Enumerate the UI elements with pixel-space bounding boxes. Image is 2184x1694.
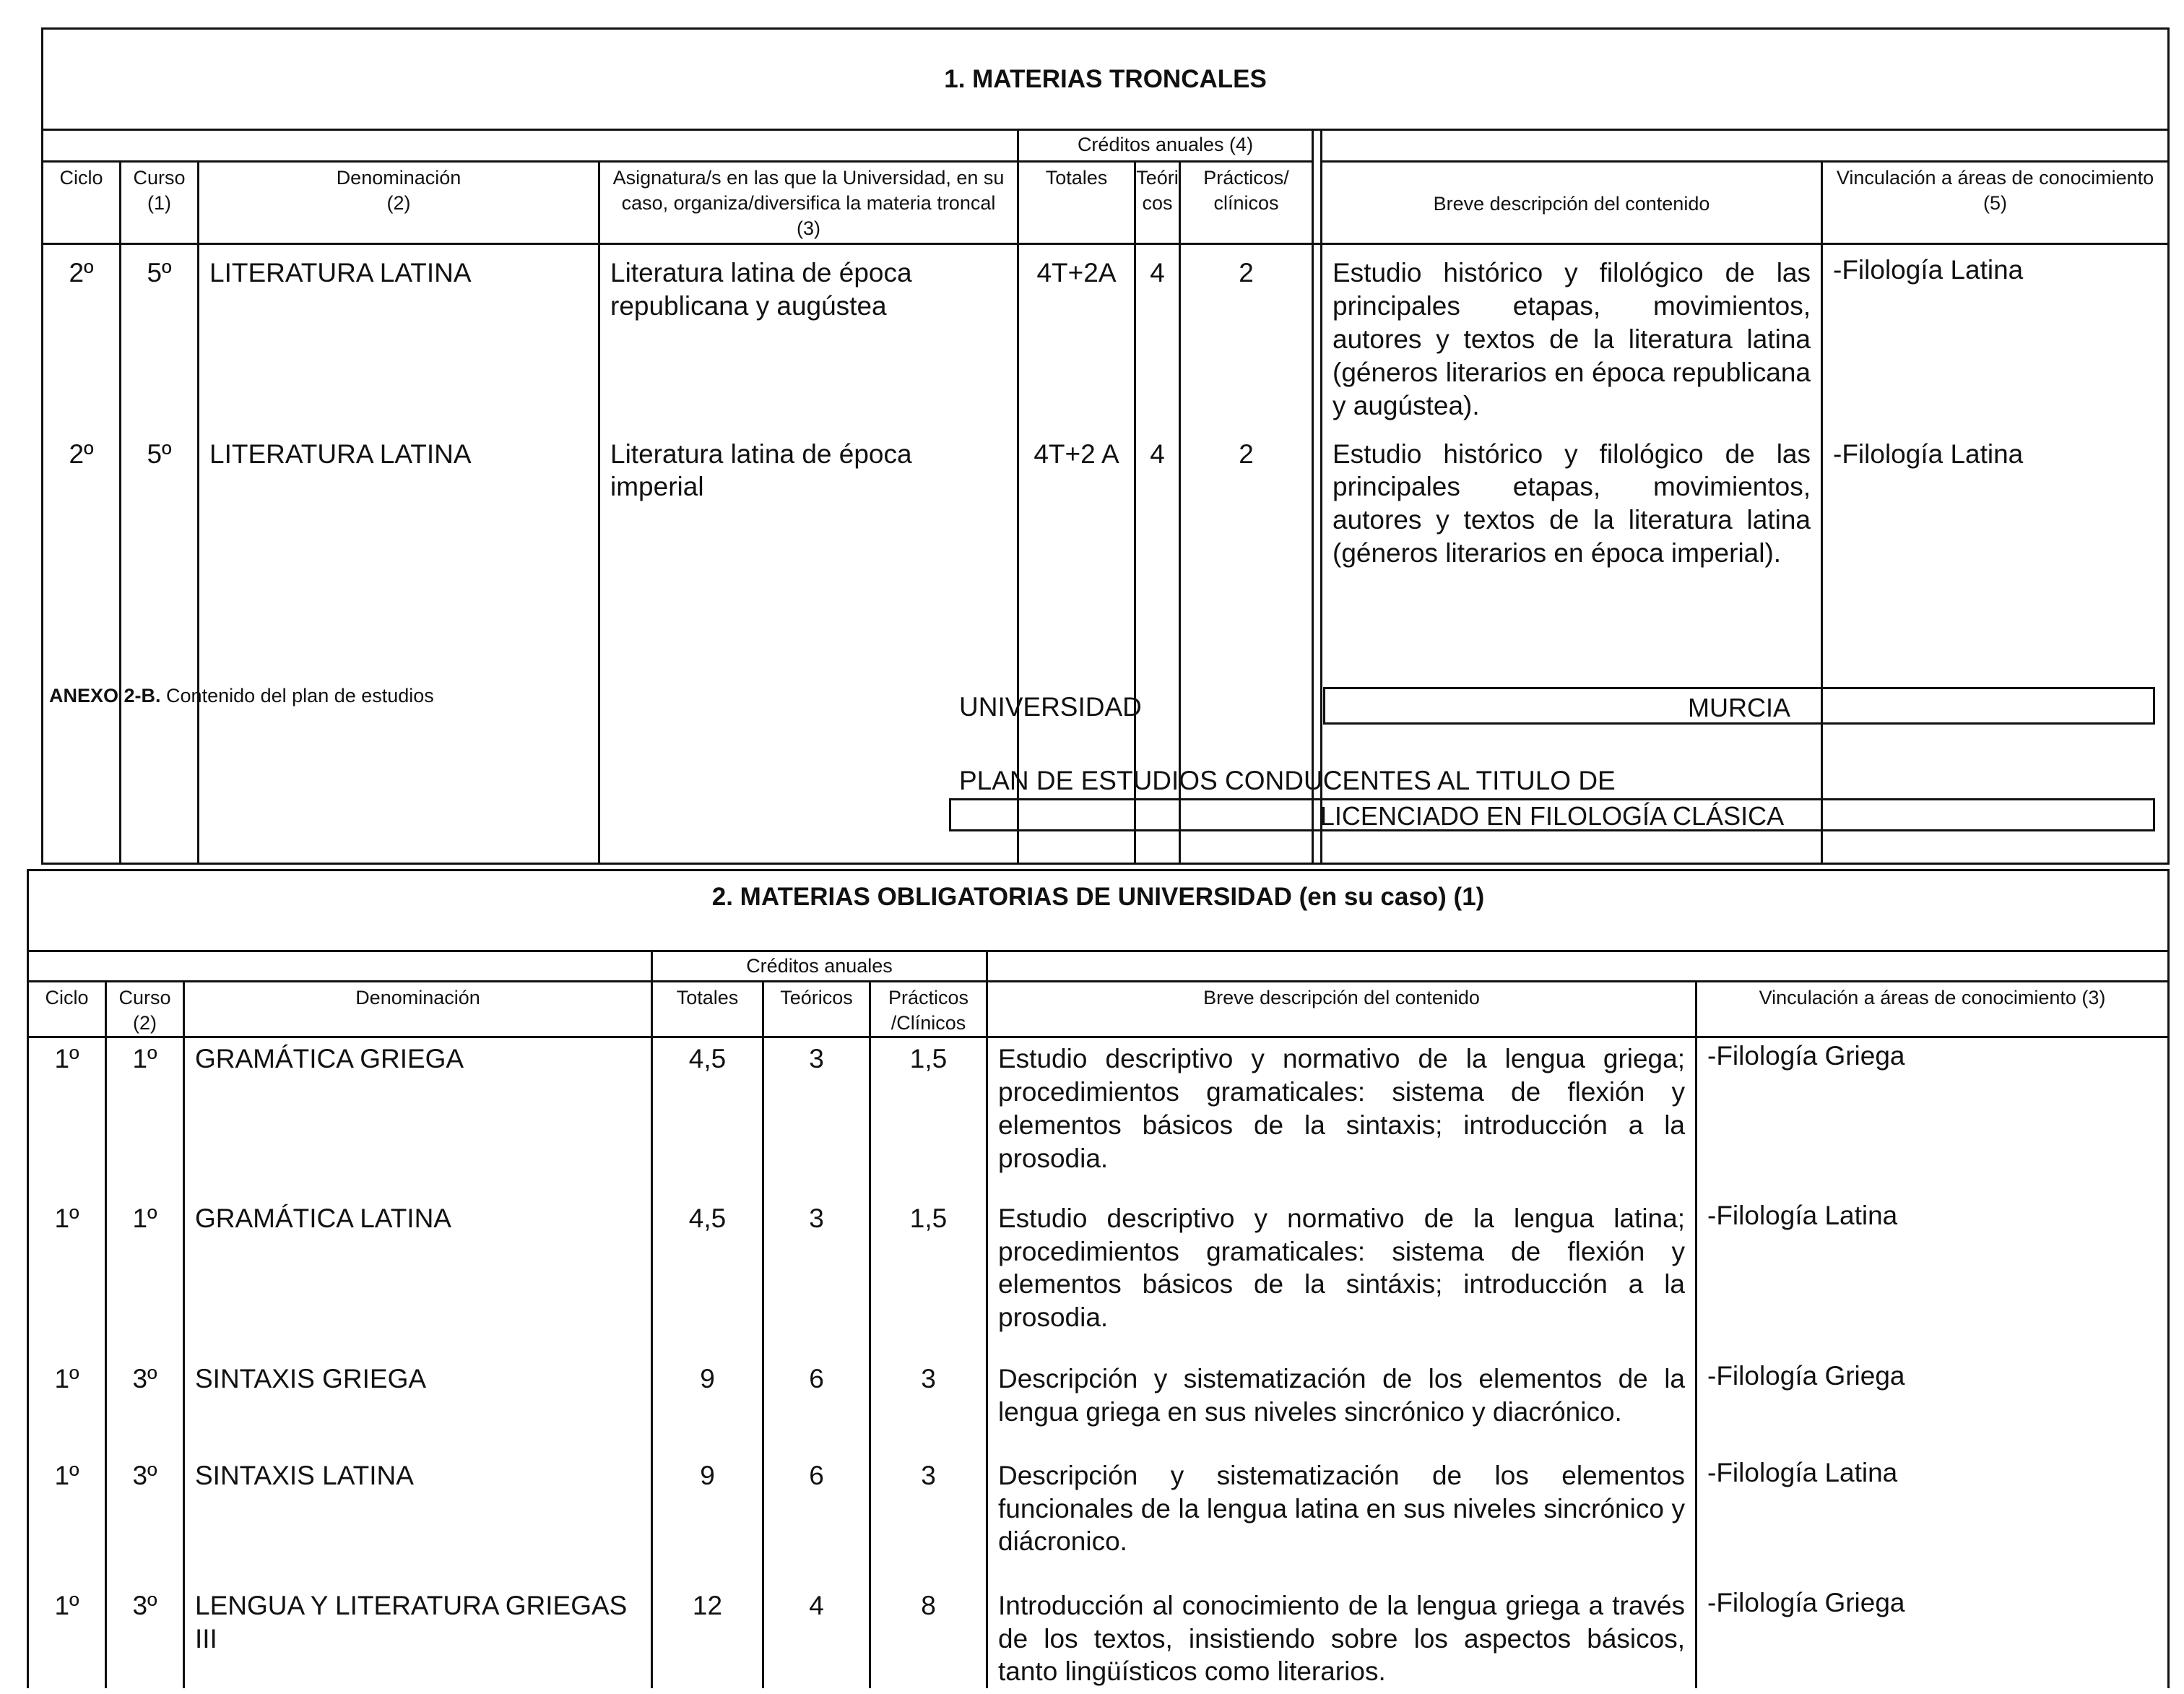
cell-descripcion: Descripción y sistematización de los elementos funcionales de la lengua latina en sus niveles sincrónico y diácronico. — [987, 1455, 1696, 1585]
universidad-label: UNIVERSIDAD — [959, 692, 1142, 722]
cell-vinculacion: -Filología Griega — [1696, 1585, 2169, 1689]
col-header-curso — [106, 982, 184, 1037]
col-header-vinculacion-text: Vinculación a áreas de conocimiento (5) — [1836, 167, 2154, 215]
cell-curso: 1º — [106, 1198, 184, 1358]
col-header-curso-text: Curso (2) — [118, 987, 171, 1034]
section-title — [43, 29, 2169, 130]
cell-denominacion: LITERATURA LATINA — [199, 244, 599, 438]
col-header-totales — [652, 982, 763, 1037]
cell-curso: 1º — [106, 1037, 184, 1198]
cell-ciclo: 1º — [28, 1585, 106, 1689]
header-spacer — [28, 951, 652, 982]
col-header-practicos-text: Prácticos/ clínicos — [1203, 167, 1289, 215]
col-header-denominacion-text: Denominación — [355, 987, 480, 1008]
col-header-denominacion — [184, 982, 652, 1037]
cell-practicos: 2 — [1180, 438, 1313, 864]
cell-denominacion: SINTAXIS GRIEGA — [184, 1358, 652, 1455]
cell-teoricos: 6 — [763, 1455, 870, 1585]
header-spacer-right — [987, 951, 2169, 982]
table-row — [28, 1455, 2169, 1585]
annex-label-bold: ANEXO 2-B. — [49, 685, 161, 706]
cell-descripcion: Estudio descriptivo y normativo de la lengua griega; procedimientos gramaticales: sistema de flexión y elementos básicos de la sintaxis; introducción a la prosodia. — [987, 1037, 1696, 1198]
cell-totales: 4T+2 A — [1018, 438, 1135, 864]
table-row — [28, 1037, 2169, 1198]
col-header-asignatura-text: Asignatura/s en las que la Universidad, en su caso, organiza/diversifica la materia troncal (3) — [612, 167, 1005, 240]
cell-practicos: 3 — [870, 1358, 987, 1455]
cell-totales: 4,5 — [652, 1037, 763, 1198]
cell-curso: 3º — [106, 1358, 184, 1455]
cell-totales: 4,5 — [652, 1198, 763, 1358]
cell-ciclo: 1º — [28, 1455, 106, 1585]
col-header-denominacion — [199, 162, 599, 244]
col-header-denominacion-text: Denominación (2) — [336, 167, 462, 215]
col-header-descripcion — [987, 982, 1696, 1037]
cell-teoricos: 3 — [763, 1037, 870, 1198]
header-spacer-right — [1322, 130, 2169, 162]
cell-denominacion: GRAMÁTICA GRIEGA — [184, 1037, 652, 1198]
cell-curso: 5º — [121, 438, 199, 864]
credits-header: Créditos anuales (4) — [1018, 130, 1313, 162]
universidad-value-box — [1323, 687, 2155, 725]
table-row — [28, 1358, 2169, 1455]
col-header-ciclo — [43, 162, 121, 244]
annex-label — [49, 685, 434, 707]
cell-descripcion: Estudio descriptivo y normativo de la lengua latina; procedimientos gramaticales: sistema de flexión y elementos básicos de la sintáxis; introducción a la prosodia. — [987, 1198, 1696, 1358]
col-header-ciclo-text: Ciclo — [59, 167, 103, 189]
cell-descripcion: Estudio histórico y filológico de las principales etapas, movimientos, autores y textos de la literatura latina (géneros literarios en época imperial). — [1322, 438, 1822, 864]
col-header-curso — [121, 162, 199, 244]
obligatorias-table — [27, 869, 2170, 1688]
col-header-totales — [1018, 162, 1135, 244]
cell-totales: 12 — [652, 1585, 763, 1689]
cell-asignatura: Literatura latina de época imperial — [599, 438, 1018, 864]
cell-teoricos: 4 — [1135, 438, 1180, 864]
cell-practicos: 1,5 — [870, 1037, 987, 1198]
cell-practicos: 2 — [1180, 244, 1313, 438]
table-row — [28, 1198, 2169, 1358]
cell-denominacion: LENGUA Y LITERATURA GRIEGAS III — [184, 1585, 652, 1689]
cell-ciclo: 2º — [43, 438, 121, 864]
col-header-ciclo-text: Ciclo — [45, 987, 89, 1008]
col-header-gap — [1313, 162, 1322, 244]
cell-ciclo: 1º — [28, 1198, 106, 1358]
titulo-value: LICENCIADO EN FILOLOGÍA CLÁSICA — [1320, 801, 1785, 831]
col-header-practicos — [1180, 162, 1313, 244]
credits-header: Créditos anuales — [652, 951, 987, 982]
cell-teoricos: 3 — [763, 1198, 870, 1358]
universidad-value: MURCIA — [1688, 693, 1790, 722]
cell-practicos: 1,5 — [870, 1198, 987, 1358]
cell-gap — [1313, 244, 1322, 438]
cell-curso: 3º — [106, 1455, 184, 1585]
cell-curso: 5º — [121, 244, 199, 438]
section-title — [28, 870, 2169, 951]
cell-descripcion: Estudio histórico y filológico de las principales etapas, movimientos, autores y textos de la literatura latina (géneros literarios en época republicana y augústea). — [1322, 244, 1822, 438]
cell-teoricos: 4 — [1135, 244, 1180, 438]
col-header-descripcion — [1322, 162, 1822, 244]
section-title-text: 1. MATERIAS TRONCALES — [944, 64, 1267, 93]
cell-vinculacion: -Filología Latina — [1696, 1455, 2169, 1585]
cell-denominacion: GRAMÁTICA LATINA — [184, 1198, 652, 1358]
cell-practicos: 3 — [870, 1455, 987, 1585]
cell-denominacion: SINTAXIS LATINA — [184, 1455, 652, 1585]
col-header-teoricos-text: Teóri cos — [1136, 167, 1179, 215]
cell-descripcion: Introducción al conocimiento de la lengua griega a través de los textos, insistiendo sobre los aspectos básicos, tanto lingüísticos como literarios. — [987, 1585, 1696, 1689]
header-spacer — [43, 130, 1018, 162]
titulo-value-box — [949, 798, 2155, 831]
col-header-teoricos — [1135, 162, 1180, 244]
col-header-vinculacion — [1822, 162, 2169, 244]
cell-curso: 3º — [106, 1585, 184, 1689]
cell-vinculacion: -Filología Latina — [1822, 244, 2169, 438]
col-header-practicos-text: Prácticos /Clínicos — [888, 987, 969, 1034]
section-title-text: 2. MATERIAS OBLIGATORIAS DE UNIVERSIDAD (en su caso) (1) — [711, 883, 1485, 911]
annex-label-rest: Contenido del plan de estudios — [160, 685, 434, 706]
plan-label: PLAN DE ESTUDIOS CONDUCENTES AL TITULO DE — [959, 766, 1616, 795]
col-header-ciclo — [28, 982, 106, 1037]
cell-vinculacion: -Filología Latina — [1822, 438, 2169, 864]
troncales-table — [41, 27, 2170, 865]
cell-teoricos: 4 — [763, 1585, 870, 1689]
cell-descripcion: Descripción y sistematización de los elementos de la lengua griega en sus niveles sincrónico y diacrónico. — [987, 1358, 1696, 1455]
col-header-asignatura — [599, 162, 1018, 244]
cell-teoricos: 6 — [763, 1358, 870, 1455]
col-header-totales-text: Totales — [676, 987, 739, 1008]
col-header-teoricos — [763, 982, 870, 1037]
cell-asignatura: Literatura latina de época republicana y augústea — [599, 244, 1018, 438]
col-header-teoricos-text: Teóricos — [780, 987, 853, 1008]
table-row — [28, 1585, 2169, 1689]
cell-totales: 9 — [652, 1455, 763, 1585]
cell-vinculacion: -Filología Griega — [1696, 1037, 2169, 1198]
cell-ciclo: 2º — [43, 244, 121, 438]
col-header-curso-text: Curso (1) — [133, 167, 186, 215]
cell-vinculacion: -Filología Griega — [1696, 1358, 2169, 1455]
col-header-totales-text: Totales — [1045, 167, 1108, 189]
col-header-vinculacion-text: Vinculación a áreas de conocimiento (3) — [1759, 987, 2106, 1008]
col-header-practicos — [870, 982, 987, 1037]
cell-totales: 9 — [652, 1358, 763, 1455]
cell-vinculacion: -Filología Latina — [1696, 1198, 2169, 1358]
table-row — [43, 244, 2169, 438]
cell-totales: 4T+2A — [1018, 244, 1135, 438]
col-header-vinculacion — [1696, 982, 2169, 1037]
cell-ciclo: 1º — [28, 1037, 106, 1198]
cell-denominacion: LITERATURA LATINA — [199, 438, 599, 864]
col-header-descripcion-text: Breve descripción del contenido — [1433, 192, 1710, 215]
cell-practicos: 8 — [870, 1585, 987, 1689]
col-header-descripcion-text: Breve descripción del contenido — [1203, 987, 1480, 1008]
cell-ciclo: 1º — [28, 1358, 106, 1455]
header-gap — [1313, 130, 1322, 162]
